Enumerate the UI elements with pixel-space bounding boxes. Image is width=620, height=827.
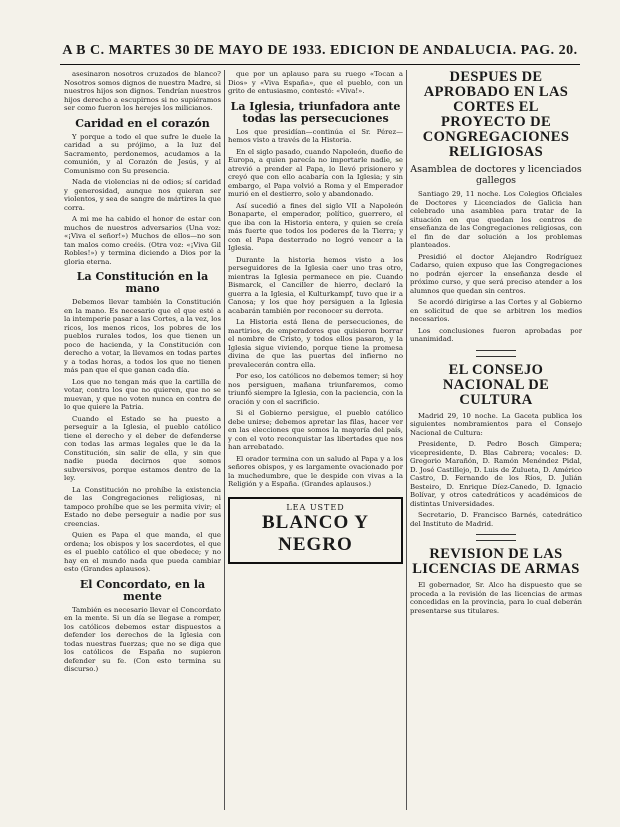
paragraph: Santiago 29, 11 noche. Los Colegios Oficiales de Doctores y Licenciados de Galicia han celebrado una asamblea para tratar de la situación en que quedan los centros de enseñanza de las Congregaciones religiosas, con el fin de dar solución a los problemas planteados.	[410, 190, 582, 249]
paragraph: Nada de violencias ni de odios; sí caridad y generosidad, aunque nos quieran ser violentos, y sea de sangre de mártires la que corra.	[64, 178, 221, 212]
paragraph: Los conclusiones fueron aprobadas por unanimidad.	[410, 326, 582, 343]
paragraph: El gobernador, Sr. Alco ha dispuesto que se proceda a la revisión de las licencias de armas concedidas en la provincia, para lo cual deberán presentarse sus titulares.	[410, 581, 582, 615]
paragraph: Secretario, D. Francisco Barnés, catedrático del Instituto de Madrid.	[410, 511, 582, 528]
paragraph: Presidente, D. Pedro Bosch Gimpera; vicepresidente, D. Blas Cabrera; vocales: D. Gregorio Marañón, D. Ramón Menéndez Pidal, D. José Castillejo, D. Luis de Zulueta, D. Américo Castro, D. Fernando de los Ríos, D. Julián Besteiro, D. Enrique Díez-Canedo, D. Ignacio Bolívar, y otros catedráticos y académicos de distintas Universidades.	[410, 440, 582, 508]
paragraph: que por un aplauso para su ruego «Tocan a Dios» y «Viva España», que el pueblo, con un grito de entusiasmo, contestó: «Viva!».	[228, 70, 403, 95]
paragraph: La Constitución no prohíbe la existencia de las Congregaciones religiosas, ni tampoco prohíbe que se les permita vivir; el Estado no debe perseguir a nadie por sus creencias.	[64, 485, 221, 528]
paragraph: Presidió el doctor Alejandro Rodríguez Cadarso, quien expuso que las Congregaciones no podrán ejercer la enseñanza desde el próximo curso, y que será preciso atender a los alumnos que quedan sin centros.	[410, 252, 582, 295]
section-heading: El Concordato, en la mente	[79, 577, 206, 603]
paragraph: Madrid 29, 10 noche. La Gaceta publica los siguientes nombramientos para el Consejo Nacional de Cultura:	[410, 411, 582, 437]
section-heading: La Constitución en la mano	[76, 270, 209, 295]
paragraph: El orador termina con un saludo al Papa y a los señores obispos, y es largamente ovacionado por la muchedumbre, que le despide con vivas a la Religión y a España. (Grandes aplausos.)	[228, 454, 403, 488]
divider-ornament	[476, 350, 516, 357]
paragraph: Se acordó dirigirse a las Cortes y al Gobierno en solicitud de que se arbitren los medios necesarios.	[410, 298, 582, 323]
masthead: A B C. MARTES 30 DE MAYO DE 1933. EDICION DE ANDALUCIA. PAG. 20.	[60, 40, 580, 65]
paragraph: Durante la historia hemos visto a los perseguidores de la Iglesia caer uno tras otro, mientras la Iglesia permanece en pie. Cuando Bismarck, el Canciller de hierro, declaró la guerra a la Iglesia, el Kulturkampf, tuvo que ir a Canosa; y los que hoy persiguen a la Iglesia acabarán también por reconocer su derrota.	[228, 255, 403, 315]
headline: DESPUES DE APROBADO EN LAS CORTES EL PROYECTO DE CONGREGACIONES RELIGIOSAS	[422, 70, 570, 160]
section-heading: Caridad en el corazón	[75, 116, 210, 130]
subheadline: Asamblea de doctores y licenciados gallegos	[410, 164, 582, 186]
paragraph: Cuando el Estado se ha puesto a perseguir a la Iglesia, el pueblo católico tiene el derecho y el deber de defenderse con todas las armas legales que le da la Constitución, sin salir de ella, y sin que nadie pueda decirnos que somos subversivos, porque estamos dentro de la ley.	[64, 414, 221, 482]
advertisement-box	[228, 497, 403, 564]
ad-tagline: LEA USTED	[286, 502, 345, 512]
column-2	[228, 70, 403, 564]
divider-ornament	[476, 534, 516, 541]
paragraph: En el siglo pasado, cuando Napoleón, dueño de Europa, a quien parecía no importarle nadie, se atrevió a prender al Papa, lo llevó prisionero y creyó que con ello acabaría con la Iglesia; y sin embargo, el Papa volvió a Roma y el Emperador murió en el destierro, solo y abandonado.	[228, 147, 403, 198]
paragraph: A mi me ha cabido el honor de estar con muchos de nuestros adversarios (Una voz: «¡Viva el señor!») Muchos de ellos—no son tan malos como creéis. (Otra voz: «¡Viva Gil Robles!») y termina diciendo a Dios por la gloria eterna.	[64, 215, 221, 266]
paragraph: La Historia está llena de persecuciones, de martirios, de emperadores que quisieron borrar el nombre de Cristo, y todos ellos pasaron, y la Iglesia sigue viviendo, porque tiene la promesa divina de que las puertas del infierno no prevalecerán contra ella.	[228, 318, 403, 369]
column-3	[410, 70, 582, 618]
paragraph: Los que no tengan más que la cartilla de votar, contra los que no quieren, que no se muevan, y que no voten nunca en contra de lo que quiere la Patria.	[64, 377, 221, 411]
section-heading: La Iglesia, triunfadora ante todas las persecuciones	[230, 99, 401, 125]
headline: EL CONSEJO NACIONAL DE CULTURA	[442, 361, 550, 408]
paragraph: asesinaron nosotros cruzados de blanco? Nosotros somos dignos de nuestra Madre, si nuestros hijos son dignos. Tendrían nuestros hijos derecho a escupirnos si no supiéramos ser como fueron los herejes los milicianos.	[64, 70, 221, 112]
headline: REVISION DE LAS LICENCIAS DE ARMAS	[412, 546, 580, 577]
column-rule	[224, 70, 225, 810]
paragraph: Y porque a todo el que sufre le duele la caridad a su prójimo, a la luz del Sacramento, perdonemos, acudamos a la comunión, y al Corazón de Jesús, y al Comunismo con Su presencia.	[64, 132, 221, 175]
ad-title: BLANCO Y NEGRO	[261, 511, 370, 555]
paragraph: Quien es Papa el que manda, el que ordena; los obispos y los sacerdotes, el que es el pueblo católico el que obedece; y no hay en el mundo nada que pueda cambiar esto (Grandes aplausos).	[64, 531, 221, 573]
paragraph: Los que presidían—continúa el Sr. Pérez—hemos visto a través de la Historia.	[228, 127, 403, 144]
column-1	[64, 70, 221, 677]
paragraph: Así sucedió a fines del siglo VII a Napoleón Bonaparte, el emperador, político, guerrero, el que iba con la Historia entera, y quien se creía más fuerte que todos los poderes de la Tierra; y con el Papa desterrado no logró vencer a la Iglesia.	[228, 201, 403, 252]
column-rule	[406, 70, 407, 810]
paragraph: Por eso, los católicos no debemos temer; si hoy nos persiguen, mañana triunfaremos, como triunfó siempre la Iglesia, con la paciencia, con la oración y con el sacrificio.	[228, 372, 403, 406]
paragraph: Debemos llevar también la Constitución en la mano. Es necesario que el que esté a la intemperie pasar a las Cortes, a la vez, los ricos, los menos ricos, los pobres de los pueblos rurales todos, los que tienen un poco de hacienda, y la Constitución con derecho a votar, la llevamos en todas partes y a todas horas, a todos los que no tienen más pan que el que ganan cada día.	[64, 298, 221, 374]
paragraph: Si el Gobierno persigue, el pueblo católico debe unirse; debemos apretar las filas, hacer ver en las elecciones que somos la mayoría del país, y con el voto reconquistar las libertades que nos han arrebatado.	[228, 409, 403, 451]
paragraph: También es necesario llevar el Concordato en la mente. Si un día se llegase a romper, los católicos debemos estar dispuestos a defender los derechos de la Iglesia con todas nuestras fuerzas; que no se diga que los católicos de España no supieron defender su fe. (Con esto termina su discurso.)	[64, 605, 221, 673]
